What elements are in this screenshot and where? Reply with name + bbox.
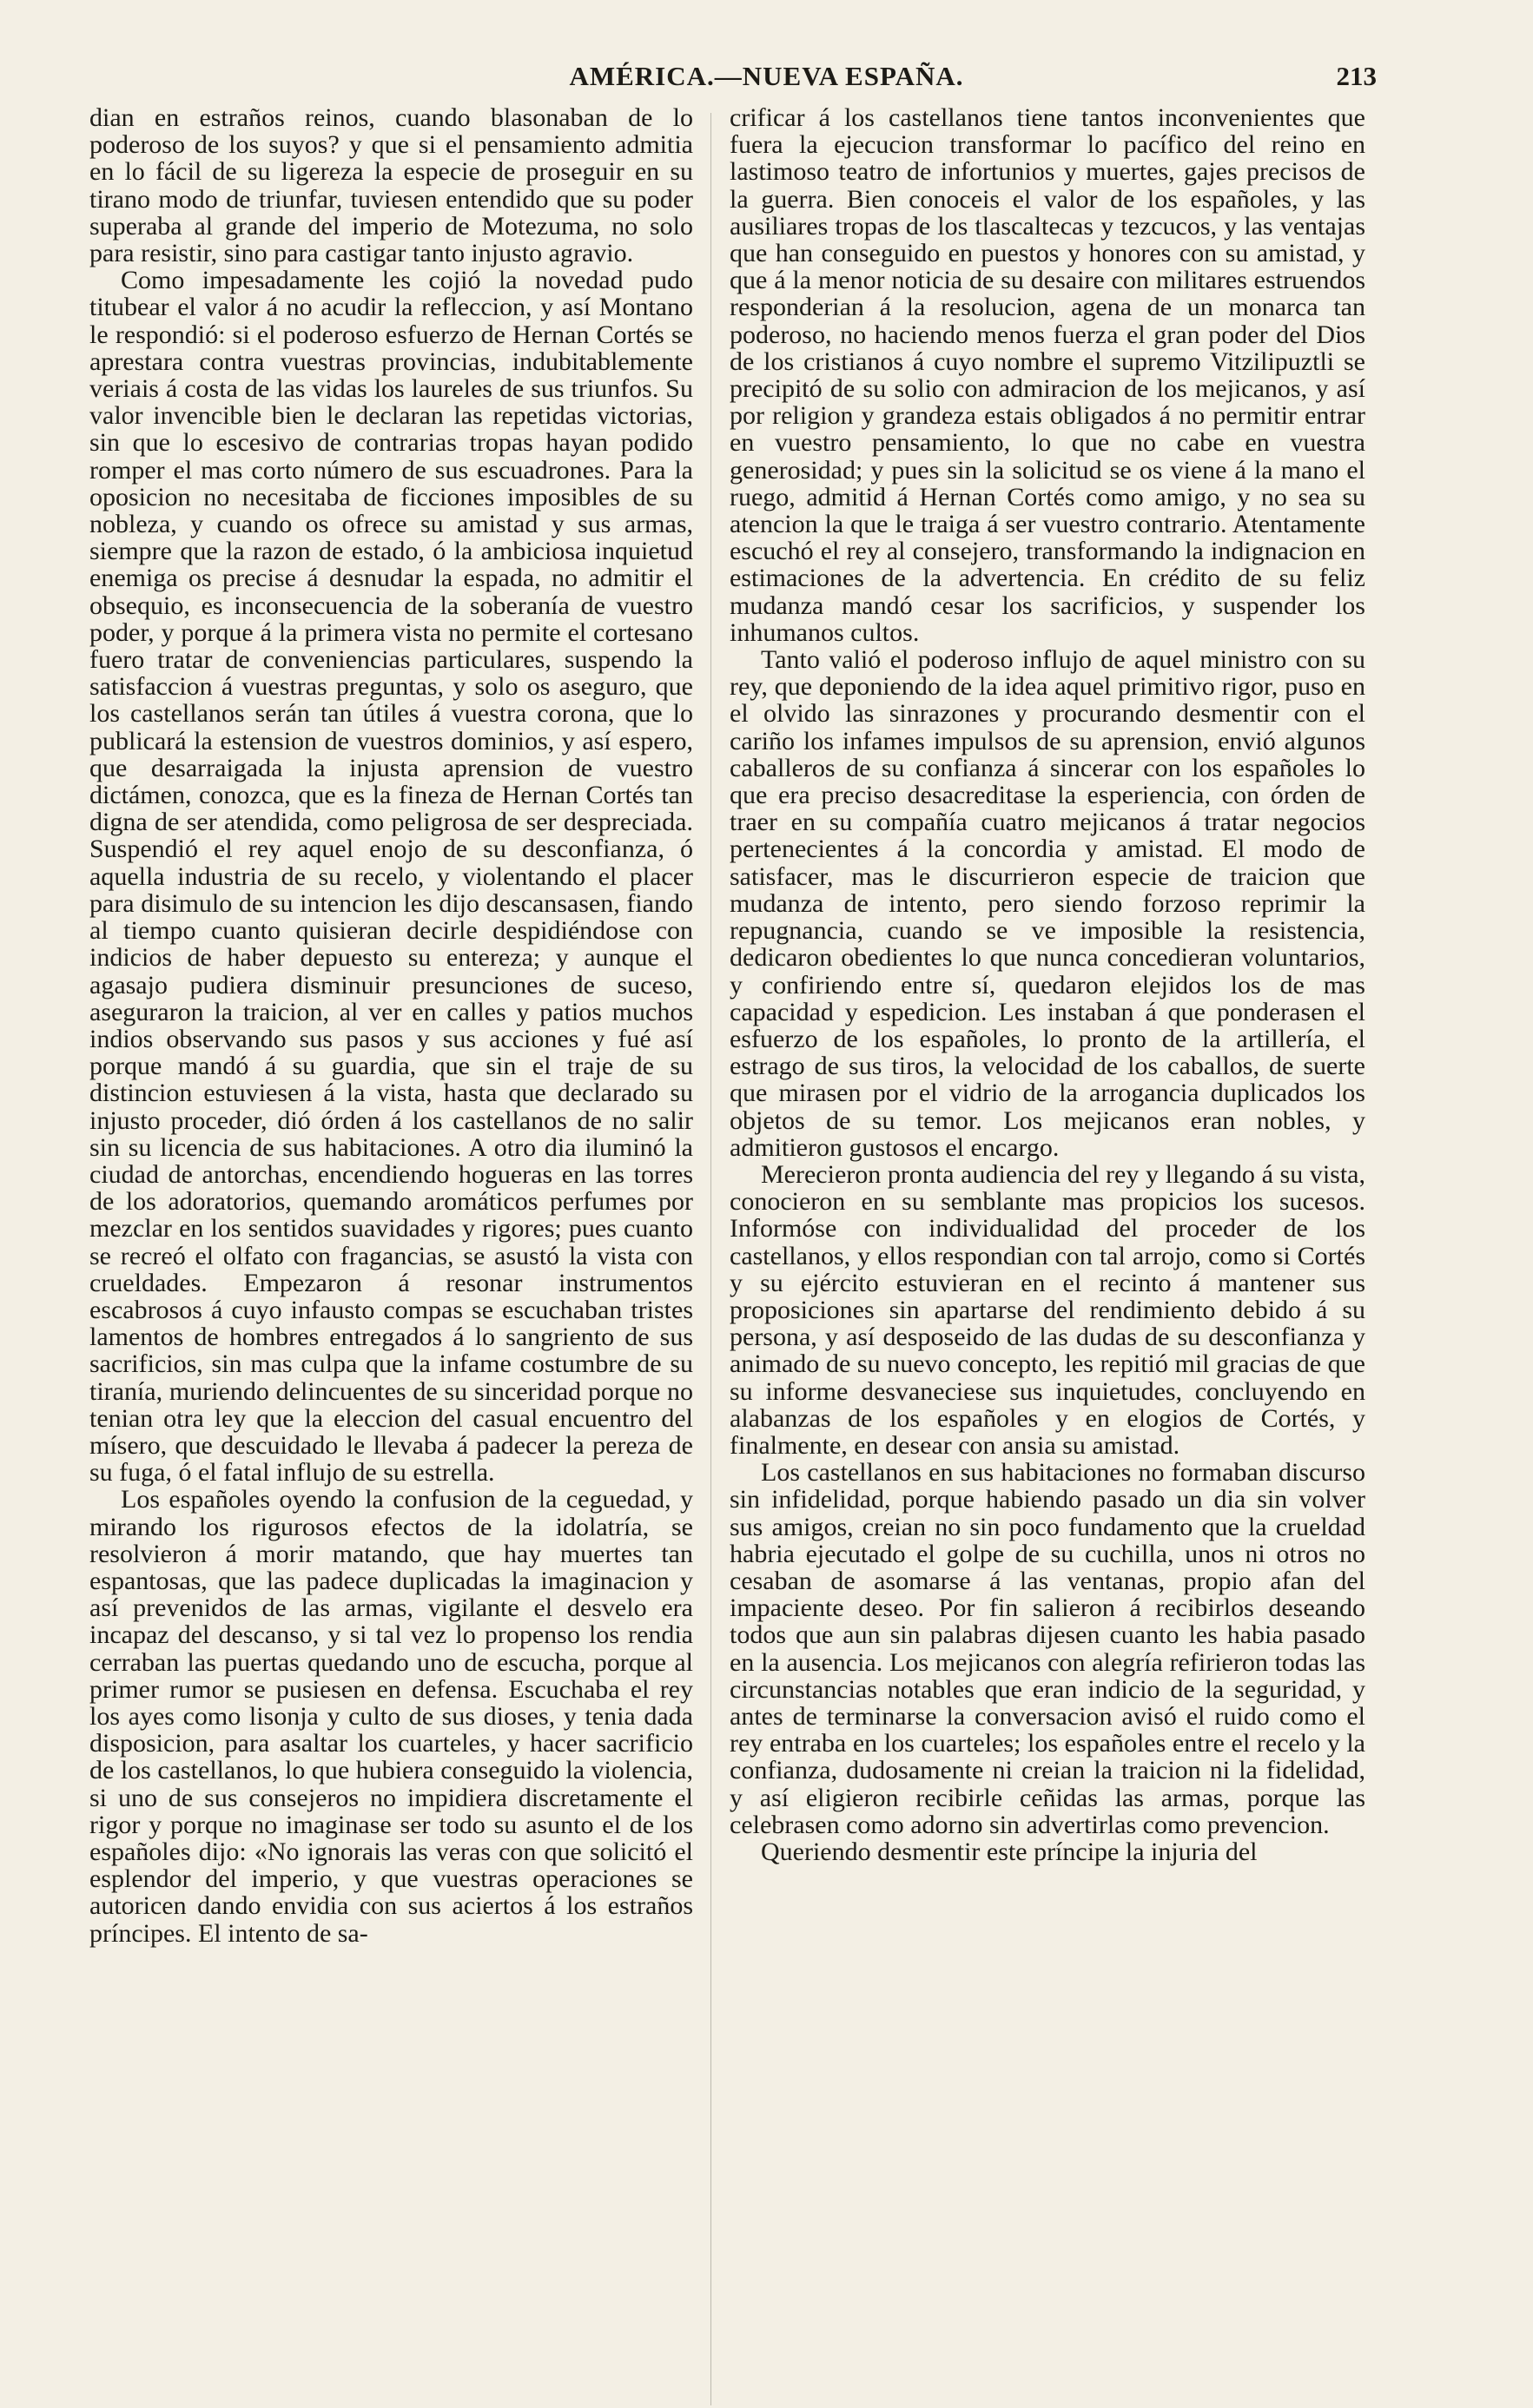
paragraph: dian en estraños reinos, cuando blasonaban de lo poderoso de los suyos? y que si el pensamiento admitia en lo fácil de su ligereza la especie de proseguir en su tirano modo de triunfar, tuviesen entendido que su poder superaba al grande del imperio de Motezuma, no solo para resistir, sino para castigar tanto injusto agravio. — [89, 103, 693, 268]
paragraph: crificar á los castellanos tiene tantos inconvenientes que fuera la ejecucion transformar lo pacífico del reino en lastimoso teatro de infortunios y muertes, gajes precisos de la guerra. Bien conoceis el valor de los españoles, y las ausiliares tropas de los tlascaltecas y tezcucos, y las ventajas que han conseguido en puestos y honores con su amistad, y que á la menor noticia de su desaire con militares estruendos responderian á la resolucion, agena de un monarca tan poderoso, no haciendo menos fuerza el gran poder del Dios de los cristianos á cuyo nombre el supremo Vitzilipuztli se precipitó de su solio con admiracion de los mejicanos, y así por religion y grandeza estais obligados á no permitir entrar en vuestro pensamiento, lo que no cabe en vuestra generosidad; y pues sin la solicitud se os viene á la mano el ruego, admitid á Hernan Cortés como amigo, y no sea su atencion la que le traiga á ser vuestro contrario. Atentamente escuchó el rey al consejero, transformando la indignacion en estimaciones de la advertencia. En crédito de su feliz mudanza mandó cesar los sacrificios, y suspender los inhumanos cultos. — [730, 103, 1365, 647]
paragraph: Queriendo desmentir este príncipe la injuria del — [761, 1837, 1258, 1866]
running-head — [0, 61, 1533, 96]
running-title: AMÉRICA.—NUEVA ESPAÑA. — [569, 61, 964, 91]
paragraph: Merecieron pronta audiencia del rey y llegando á su vista, conocieron en su semblante mas propicios los sucesos. Informóse con individualidad del proceder de los castellanos, y ellos respondian con tal arrojo, como si Cortés y su ejército estuvieran en el recinto á mantener sus proposiciones sin apartarse del rendimiento debido á su persona, y así desposeido de las dudas de su desconfianza y animado de su nuevo concepto, les repitió mil gracias de que su informe desvaneciese sus inquietudes, concluyendo en alabanzas de los españoles y en elogios de Cortés, y finalmente, en desear con ansia su amistad. — [730, 1159, 1365, 1460]
left-column — [89, 104, 693, 1947]
right-column — [730, 104, 1365, 1865]
page-number: 213 — [1336, 61, 1377, 91]
paragraph: Tanto valió el poderoso influjo de aquel ministro con su rey, que deponiendo de la idea aquel primitivo rigor, puso en el olvido las sinrazones y procurando desmentir con el cariño los infames impulsos de su aprension, envió algunos caballeros de su confianza á sincerar con los españoles lo que era preciso desacreditase la esperiencia, con órden de traer en su compañía cuatro mejicanos á tratar negocios pertenecientes á la concordia y amistad. El modo de satisfacer, mas le discurrieron especie de traicion que mudanza de intento, pero siendo forzoso reprimir la repugnancia, cuando se ve imposible la resistencia, dedicaron obedientes lo que nunca concedieran voluntarios, y confiriendo entre sí, quedaron elejidos los de mas capacidad y espedicion. Les instaban á que ponderasen el esfuerzo de los españoles, lo pronto de la artillería, el estrago de sus tiros, la velocidad de los caballos, de suerte que mirasen por el vidrio de la arrogancia duplicados los objetos de su temor. Los mejicanos eran nobles, y admitieron gustosos el encargo. — [730, 645, 1365, 1162]
paragraph: Los españoles oyendo la confusion de la ceguedad, y mirando los rigurosos efectos de la idolatría, se resolvieron á morir matando, que hay muertes tan espantosas, que las padece duplicadas la imaginacion y así prevenidos de las armas, vigilante el desvelo era incapaz del descanso, y si tal vez lo propenso los rendia cerraban las puertas quedando uno de escucha, porque al primer rumor se pusiesen en defensa. Escuchaba el rey los ayes como lisonja y culto de sus dioses, y tenia dada disposicion, para asaltar los cuarteles, y hacer sacrificio de los castellanos, lo que hubiera conseguido la violencia, si uno de sus consejeros no impidiera discretamente el rigor y porque no imaginase ser todo su asunto el de los españoles dijo: «No ignorais las veras con que solicitó el esplendor del imperio, y que vuestras operaciones se autoricen dando envidia con sus aciertos á los estraños príncipes. El intento de sa- — [89, 1485, 693, 1948]
column-divider — [710, 113, 711, 2405]
paragraph: Los castellanos en sus habitaciones no formaban discurso sin infidelidad, porque habiendo pasado un dia sin volver sus amigos, creian no sin poco fundamento que la crueldad habria ejecutado el golpe de su cuchilla, unos ni otros no cesaban de asomarse á las ventanas, propio afan del impaciente deseo. Por fin salieron á recibirlos deseando todos que aun sin palabras dijesen cuanto les habia pasado en la ausencia. Los mejicanos con alegría refirieron todas las circunstancias notables que eran indicio de la seguridad, y antes de terminarse la conversacion avisó el ruido como el rey entraba en los cuarteles; los españoles entre el recelo y la confianza, dudosamente ni creian la traicion ni la fidelidad, y así eligieron recibirle ceñidas las armas, porque las celebrasen como adorno sin advertirlas como prevencion. — [730, 1458, 1365, 1839]
paragraph: Como impesadamente les cojió la novedad pudo titubear el valor á no acudir la refleccion, y así Montano le respondió: si el poderoso esfuerzo de Hernan Cortés se aprestara contra vuestras provincias, indubitablemente veriais á costa de las vidas los laureles de sus triunfos. Su valor invencible bien le declaran las repetidas victorias, sin que lo escesivo de contrarias tropas hayan podido romper el mas corto número de sus escuadrones. Para la oposicion no necesitaba de ficciones imposibles de su nobleza, y cuando os ofrece su amistad y sus armas, siempre que la razon de estado, ó la ambiciosa inquietud enemiga os precise á desnudar la espada, no admitir el obsequio, es inconsecuencia de la soberanía de vuestro poder, y porque á la primera vista no permite el cortesano fuero tratar de conveniencias particulares, suspendo la satisfaccion á vuestras preguntas, y solo os aseguro, que los castellanos serán tan útiles á vuestra corona, que lo publicará la estension de vuestros dominios, y así espero, que desarraigada la injusta aprension de vuestro dictámen, conozca, que es la fineza de Hernan Cortés tan digna de ser atendida, como peligrosa de ser despreciada. Suspendió el rey aquel enojo de su desconfianza, ó aquella industria de su recelo, y violentando el placer para disimulo de su intencion les dijo descansasen, fiando al tiempo cuanto quisieran decirle despidiéndose con indicios de haber depuesto su entereza; y aunque el agasajo pudiera disminuir presunciones de suceso, aseguraron la traicion, al ver en calles y patios muchos indios observando sus pasos y sus acciones y fué así porque mandó á su guardia, que sin el traje de su distincion estuviesen á la vista, hasta que declarado su injusto proceder, dió órden á los castellanos de no salir sin su licencia de sus habitaciones. A otro dia iluminó la ciudad de antorchas, encendiendo hogueras en las torres de los adoratorios, quemando aromáticos perfumes por mezclar en los sentidos suavidades y rigores; pues cuanto se recreó el olfato con fragancias, se asustó la vista con crueldades. Empezaron á resonar instrumentos escabrosos á cuyo infausto compas se escuchaban tristes lamentos de hombres entregados á lo sangriento de sus sacrificios, sin mas culpa que la infame costumbre de su tiranía, muriendo delincuentes de su sinceridad porque no tenian otra ley que la eleccion del casual encuentro del mísero, que descuidado le llevaba á padecer la pereza de su fuga, ó el fatal influjo de su estrella. — [89, 266, 693, 1488]
